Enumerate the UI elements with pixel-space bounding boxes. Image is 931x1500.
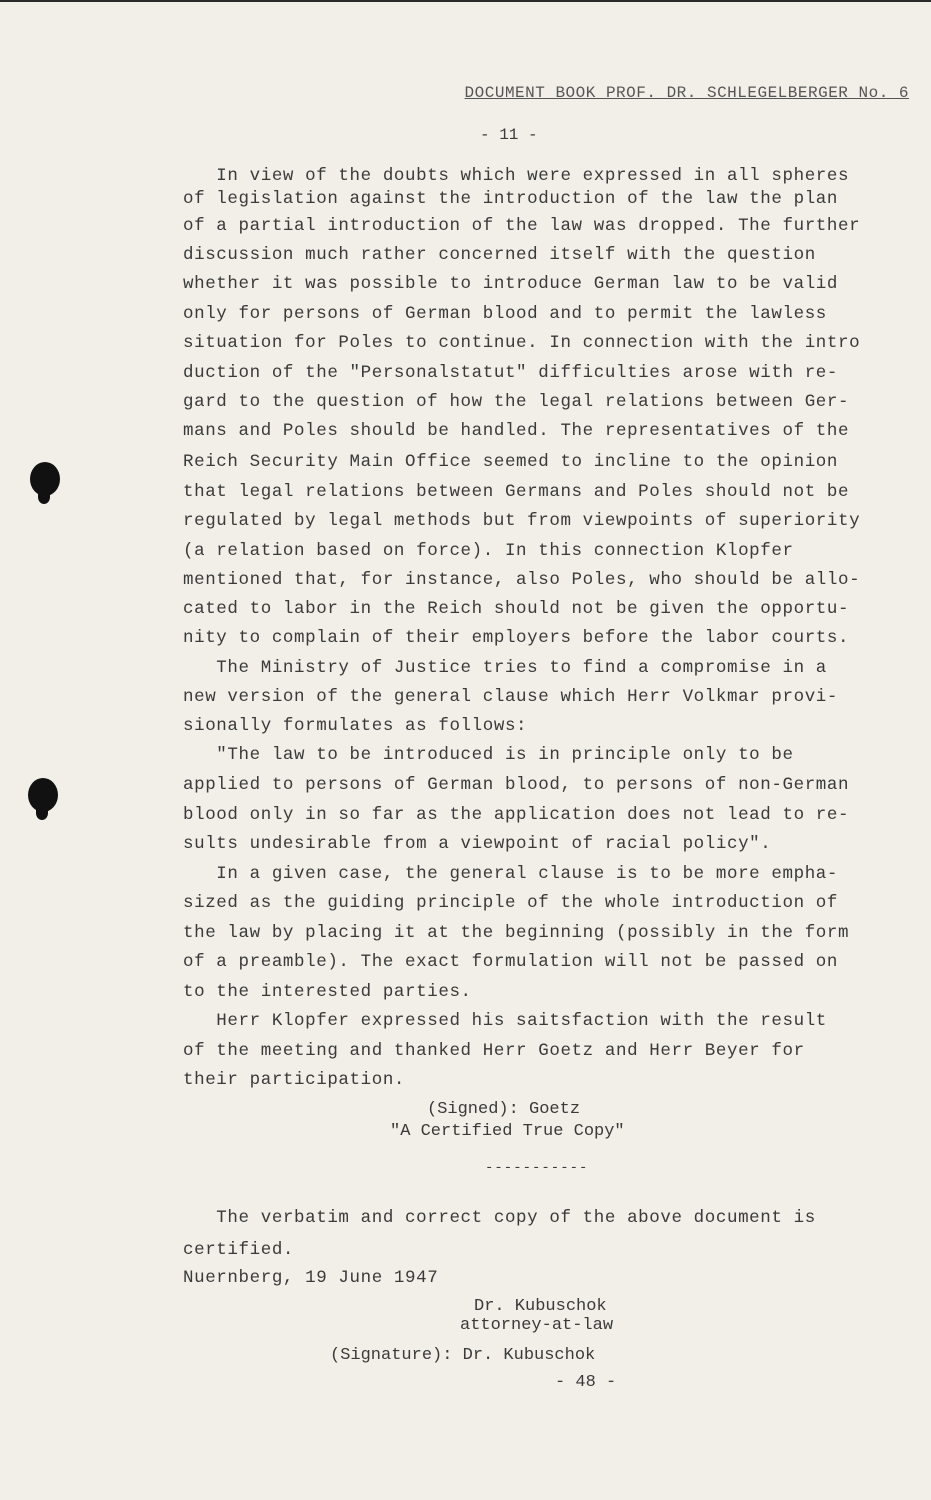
punch-hole-icon: [30, 462, 60, 496]
signature-line: (Signature): Dr. Kubuschok: [330, 1346, 596, 1365]
body-line: In a given case, the general clause is to be more empha-: [183, 864, 839, 884]
quote-line: applied to persons of German blood, to persons of non-German: [183, 775, 850, 795]
body-line: sized as the guiding principle of the whole introduction of: [183, 893, 839, 913]
body-line: that legal relations between Germans and Poles should not be: [183, 482, 850, 502]
attorney-title: attorney-at-law: [460, 1316, 614, 1335]
body-line: of the meeting and thanked Herr Goetz and Herr Beyer for: [183, 1041, 805, 1061]
certified-true-copy: "A Certified True Copy": [390, 1122, 625, 1141]
body-line: nity to complain of their employers before the labor courts.: [183, 628, 850, 648]
body-line: discussion much rather concerned itself with the question: [183, 245, 816, 265]
quote-line: "The law to be introduced is in principle only to be: [183, 745, 794, 765]
cert-line: certified.: [183, 1240, 295, 1260]
signed-goetz: (Signed): Goetz: [427, 1100, 581, 1119]
body-line: mentioned that, for instance, also Poles, who should be allo-: [183, 570, 861, 590]
quote-line: blood only in so far as the application does not lead to re-: [183, 805, 850, 825]
quote-line: sults undesirable from a viewpoint of racial policy".: [183, 834, 772, 854]
body-line: The Ministry of Justice tries to find a compromise in a: [183, 658, 827, 678]
body-line: new version of the general clause which Herr Volkmar provi-: [183, 687, 839, 707]
body-line: Reich Security Main Office seemed to incline to the opinion: [183, 452, 839, 472]
punch-hole-icon: [28, 778, 58, 812]
page-number-top: - 11 -: [480, 126, 538, 144]
body-line: to the interested parties.: [183, 982, 472, 1002]
body-line: In view of the doubts which were expressed in all spheres: [183, 166, 850, 186]
place-date: Nuernberg, 19 June 1947: [183, 1268, 439, 1288]
body-line: sionally formulates as follows:: [183, 716, 528, 736]
body-line: of a partial introduction of the law was dropped. The further: [183, 216, 861, 236]
body-line: mans and Poles should be handled. The representatives of the: [183, 421, 850, 441]
body-line: their participation.: [183, 1070, 406, 1090]
body-line: of legislation against the introduction of the law the plan: [183, 189, 839, 209]
body-line: only for persons of German blood and to permit the lawless: [183, 304, 827, 324]
body-line: gard to the question of how the legal relations between Ger-: [183, 392, 850, 412]
body-line: Herr Klopfer expressed his saitsfaction with the result: [183, 1011, 827, 1031]
body-line: of a preamble). The exact formulation will not be passed on: [183, 952, 839, 972]
body-line: whether it was possible to introduce German law to be valid: [183, 274, 839, 294]
page-number-bottom: - 48 -: [555, 1373, 617, 1392]
body-line: the law by placing it at the beginning (possibly in the form: [183, 923, 850, 943]
body-line: cated to labor in the Reich should not be given the opportu-: [183, 599, 850, 619]
body-line: regulated by legal methods but from viewpoints of superiority: [183, 511, 861, 531]
body-line: (a relation based on force). In this connection Klopfer: [183, 541, 794, 561]
top-edge-line: [0, 0, 931, 2]
body-line: duction of the "Personalstatut" difficulties arose with re-: [183, 363, 839, 383]
cert-line: The verbatim and correct copy of the above document is: [183, 1208, 816, 1228]
body-line: situation for Poles to continue. In connection with the intro: [183, 333, 861, 353]
document-header: DOCUMENT BOOK PROF. DR. SCHLEGELBERGER No. 6: [464, 84, 909, 102]
divider: -----------: [485, 1160, 589, 1176]
attorney-name: Dr. Kubuschok: [474, 1297, 607, 1316]
